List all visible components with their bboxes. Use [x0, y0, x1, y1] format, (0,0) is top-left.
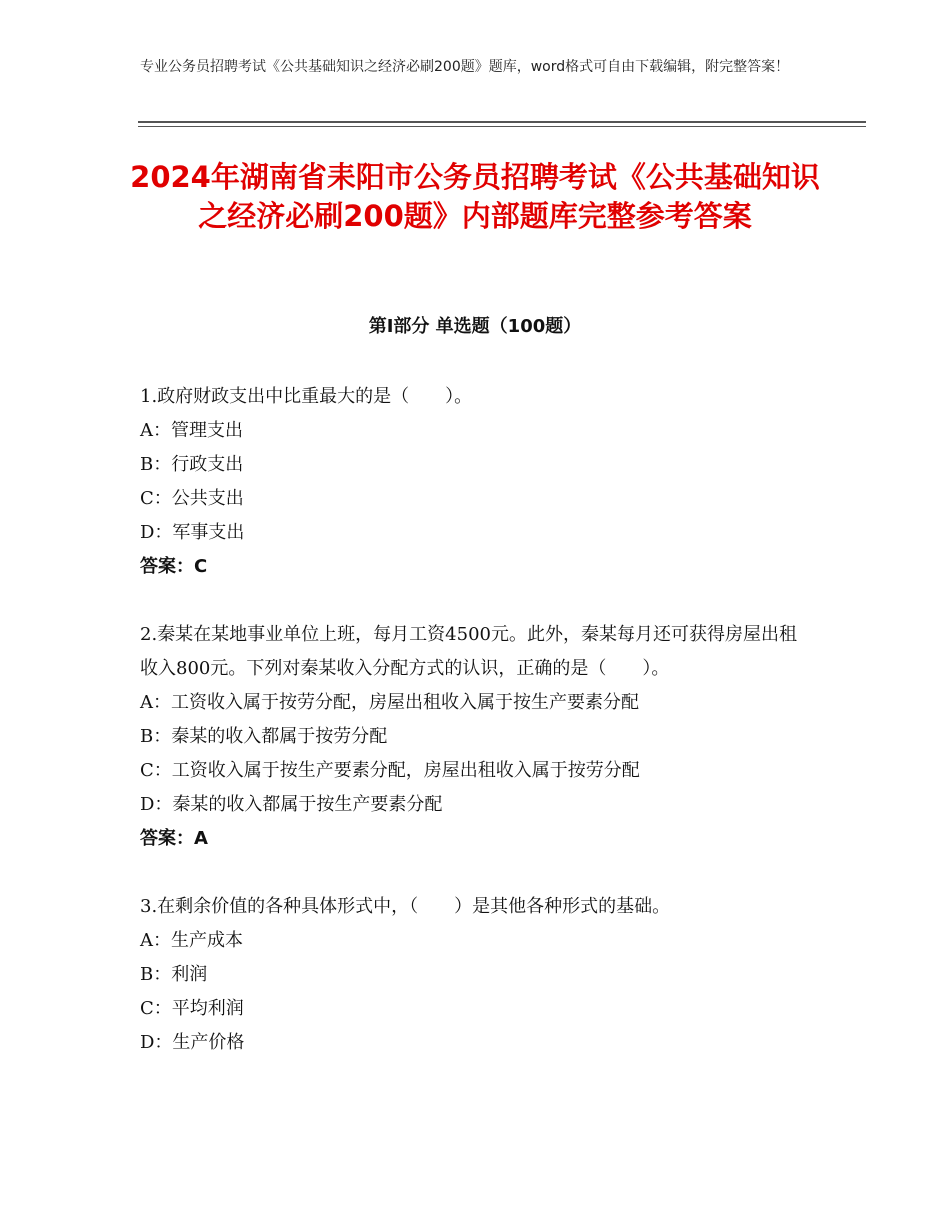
header-divider-thin	[138, 126, 866, 127]
option-b: B：利润	[140, 964, 208, 985]
option-c: C：工资收入属于按生产要素分配，房屋出租收入属于按劳分配	[140, 760, 640, 781]
section-heading: 第Ⅰ部分 单选题（100题）	[368, 316, 582, 337]
header-note: 专业公务员招聘考试《公共基础知识之经济必刷200题》题库，word格式可自由下载编辑，附完整答案！	[140, 59, 790, 75]
document-title: 2024年湖南省耒阳市公务员招聘考试《公共基础知识之经济必刷200题》内部题库完整参考答案	[130, 160, 820, 233]
question-stem: 2.秦某在某地事业单位上班，每月工资4500元。此外，秦某每月还可获得房屋出租收入800元。下列对秦某收入分配方式的认识，正确的是（ ）。	[140, 624, 797, 679]
option-d: D：秦某的收入都属于按生产要素分配	[140, 794, 443, 815]
question-stem: 1.政府财政支出中比重最大的是（ ）。	[140, 386, 473, 407]
option-a: A：管理支出	[140, 420, 243, 441]
option-d: D：生产价格	[140, 1032, 245, 1053]
question-list	[140, 380, 810, 1094]
question-2	[140, 618, 810, 856]
option-b: B：行政支出	[140, 454, 244, 475]
option-a: A：生产成本	[140, 930, 243, 951]
answer-line: 答案：A	[140, 828, 208, 849]
header-divider-thick	[138, 121, 866, 123]
question-stem: 3.在剩余价值的各种具体形式中，（ ）是其他各种形式的基础。	[140, 896, 671, 917]
option-c: C：平均利润	[140, 998, 244, 1019]
question-1	[140, 380, 810, 584]
option-c: C：公共支出	[140, 488, 244, 509]
answer-line: 答案：C	[140, 556, 208, 577]
option-d: D：军事支出	[140, 522, 245, 543]
option-b: B：秦某的收入都属于按劳分配	[140, 726, 388, 747]
question-3	[140, 890, 810, 1060]
option-a: A：工资收入属于按劳分配，房屋出租收入属于按生产要素分配	[140, 692, 639, 713]
